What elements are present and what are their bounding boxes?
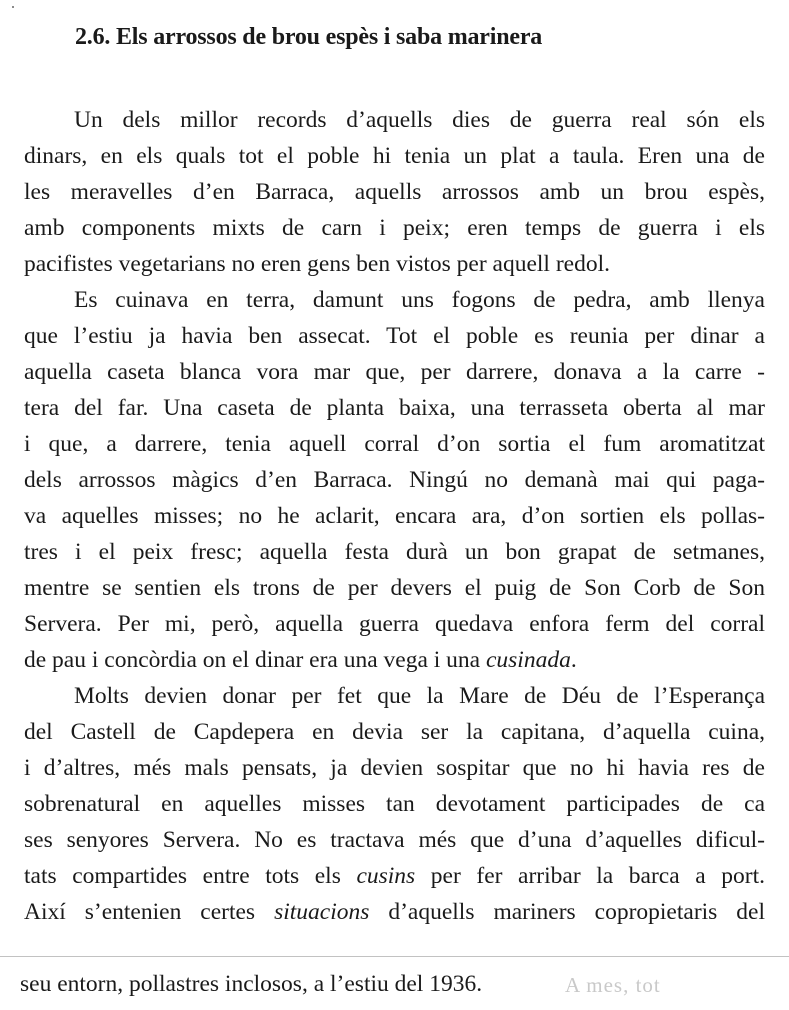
italic-word: cusins — [356, 863, 416, 889]
text-line: dinars, en els quals tot el poble hi tenia un plat a taula. Eren una de — [24, 143, 765, 169]
section-heading: 2.6. Els arrossos de brou espès i saba marinera — [75, 24, 543, 50]
text-line: aquella caseta blanca vora mar que, per darrere, donava a la carre - — [24, 359, 765, 385]
scan-speck — [12, 6, 14, 8]
text-line — [24, 894, 765, 930]
bleed-through-text: A mes, tot — [565, 973, 661, 997]
text-line: Servera. Per mi, però, aquella guerra quedava enfora ferm del corral — [24, 611, 765, 637]
text-line: amb components mixts de carn i peix; eren temps de guerra i els — [24, 215, 765, 241]
text-segment: de pau i concòrdia on el dinar era una vega i una — [24, 647, 486, 673]
text-line: les meravelles d’en Barraca, aquells arrossos amb un brou espès, — [24, 179, 765, 205]
text-segment: d’aquells mariners copropietaris del — [369, 899, 765, 925]
text-line: i que, a darrere, tenia aquell corral d’on sortia el fum aromatitzat — [24, 431, 765, 457]
text-segment: per fer arribar la barca a port. — [415, 863, 765, 889]
text-line: seu entorn, pollastres inclosos, a l’estiu del 1936. — [20, 971, 483, 997]
text-line: sobrenatural en aquelles misses tan devotament participades de ca — [24, 791, 765, 817]
text-line: i d’altres, més mals pensats, ja devien sospitar que no hi havia res de — [24, 755, 765, 781]
text-segment: tats compartides entre tots els — [24, 863, 357, 889]
text-line: dels arrossos màgics d’en Barraca. Ningú no demanà mai qui paga- — [24, 467, 765, 493]
text-line: Un dels millor records d’aquells dies de guerra real són els — [74, 107, 765, 133]
text-segment: . — [570, 647, 577, 673]
text-line: ses senyores Servera. No es tractava més que d’una d’aquelles dificul- — [24, 827, 765, 853]
italic-word: situacions — [274, 899, 370, 925]
text-line: que l’estiu ja havia ben assecat. Tot el poble es reunia per dinar a — [24, 323, 765, 349]
text-segment: Així s’entenien certes — [24, 899, 275, 925]
text-line: Es cuinava en terra, damunt uns fogons de pedra, amb llenya — [74, 287, 765, 313]
text-line: pacifistes vegetarians no eren gens ben vistos per aquell redol. — [24, 251, 610, 277]
italic-word: cusinada — [485, 647, 571, 673]
text-line — [24, 858, 765, 894]
text-line: Molts devien donar per fet que la Mare de Déu de l’Esperança — [74, 683, 765, 709]
text-line: tera del far. Una caseta de planta baixa, una terrasseta oberta al mar — [24, 395, 765, 421]
text-line: va aquelles misses; no he aclarit, encara ara, d’on sortien els pollas- — [24, 503, 765, 529]
page-fold-line — [0, 956, 789, 957]
text-line: tres i el peix fresc; aquella festa durà un bon grapat de setmanes, — [24, 539, 765, 565]
text-line: del Castell de Capdepera en devia ser la capitana, d’aquella cuina, — [24, 719, 765, 745]
text-line — [24, 642, 765, 678]
text-line: mentre se sentien els trons de per devers el puig de Son Corb de Son — [24, 575, 765, 601]
